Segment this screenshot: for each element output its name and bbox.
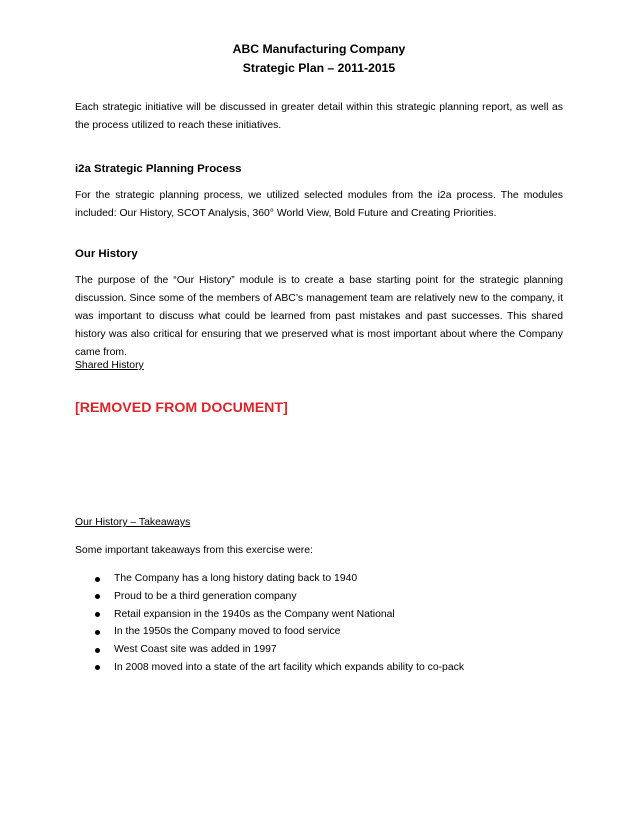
list-item: [75, 588, 563, 606]
list-item: [75, 641, 563, 659]
bullet-icon: [95, 630, 100, 635]
document-title: ABC Manufacturing Company: [232, 42, 406, 56]
takeaways-intro: Some important takeaways from this exercise were:: [75, 545, 313, 556]
takeaways-list: [75, 570, 563, 677]
list-item-text: The Company has a long history dating back to 1940: [114, 573, 358, 584]
list-item-text: Retail expansion in the 1940s as the Company went National: [114, 608, 395, 620]
document-subtitle: Strategic Plan – 2011-2015: [242, 61, 396, 75]
shared-history-subheading: Shared History: [75, 360, 144, 371]
bullet-icon: [95, 577, 100, 582]
title-block: [0, 40, 638, 78]
list-item-text: West Coast site was added in 1997: [114, 644, 277, 656]
bullet-icon: [95, 665, 100, 670]
list-item: [75, 659, 563, 677]
section-heading-planning-process: i2a Strategic Planning Process: [75, 163, 242, 175]
intro-paragraph: Each strategic initiative will be discussed in greater detail within this strategic planning report, as well as the process utilized to reach these initiatives.: [75, 102, 563, 131]
bullet-icon: [95, 594, 100, 599]
list-item: [75, 570, 563, 588]
list-item-text: In 2008 moved into a state of the art facility which expands ability to co-pack: [114, 661, 465, 673]
bullet-icon: [95, 648, 100, 653]
takeaways-subheading: Our History – Takeaways: [75, 517, 191, 528]
list-item-text: Proud to be a third generation company: [114, 590, 297, 602]
section-heading-our-history: Our History: [75, 248, 138, 260]
section-body-planning-process: For the strategic planning process, we utilized selected modules from the i2a process. The modules included: Our History, SCOT Analysis, 360° World View, Bold Future and Creating Priorities.: [75, 190, 563, 219]
section-body-our-history: The purpose of the “Our History” module is to create a base starting point for the strategic planning discussion. Since some of the members of ABC’s management team are relatively new to the company, it was important to discuss what could be learned from past mistakes and past successes. This shared history was also critical for ensuring that we preserved what is most important about where the Company came from.: [75, 275, 563, 358]
list-item: [75, 623, 563, 641]
list-item: [75, 606, 563, 624]
removed-notice: [REMOVED FROM DOCUMENT]: [75, 400, 288, 416]
bullet-icon: [95, 612, 100, 617]
list-item-text: In the 1950s the Company moved to food service: [114, 626, 341, 638]
